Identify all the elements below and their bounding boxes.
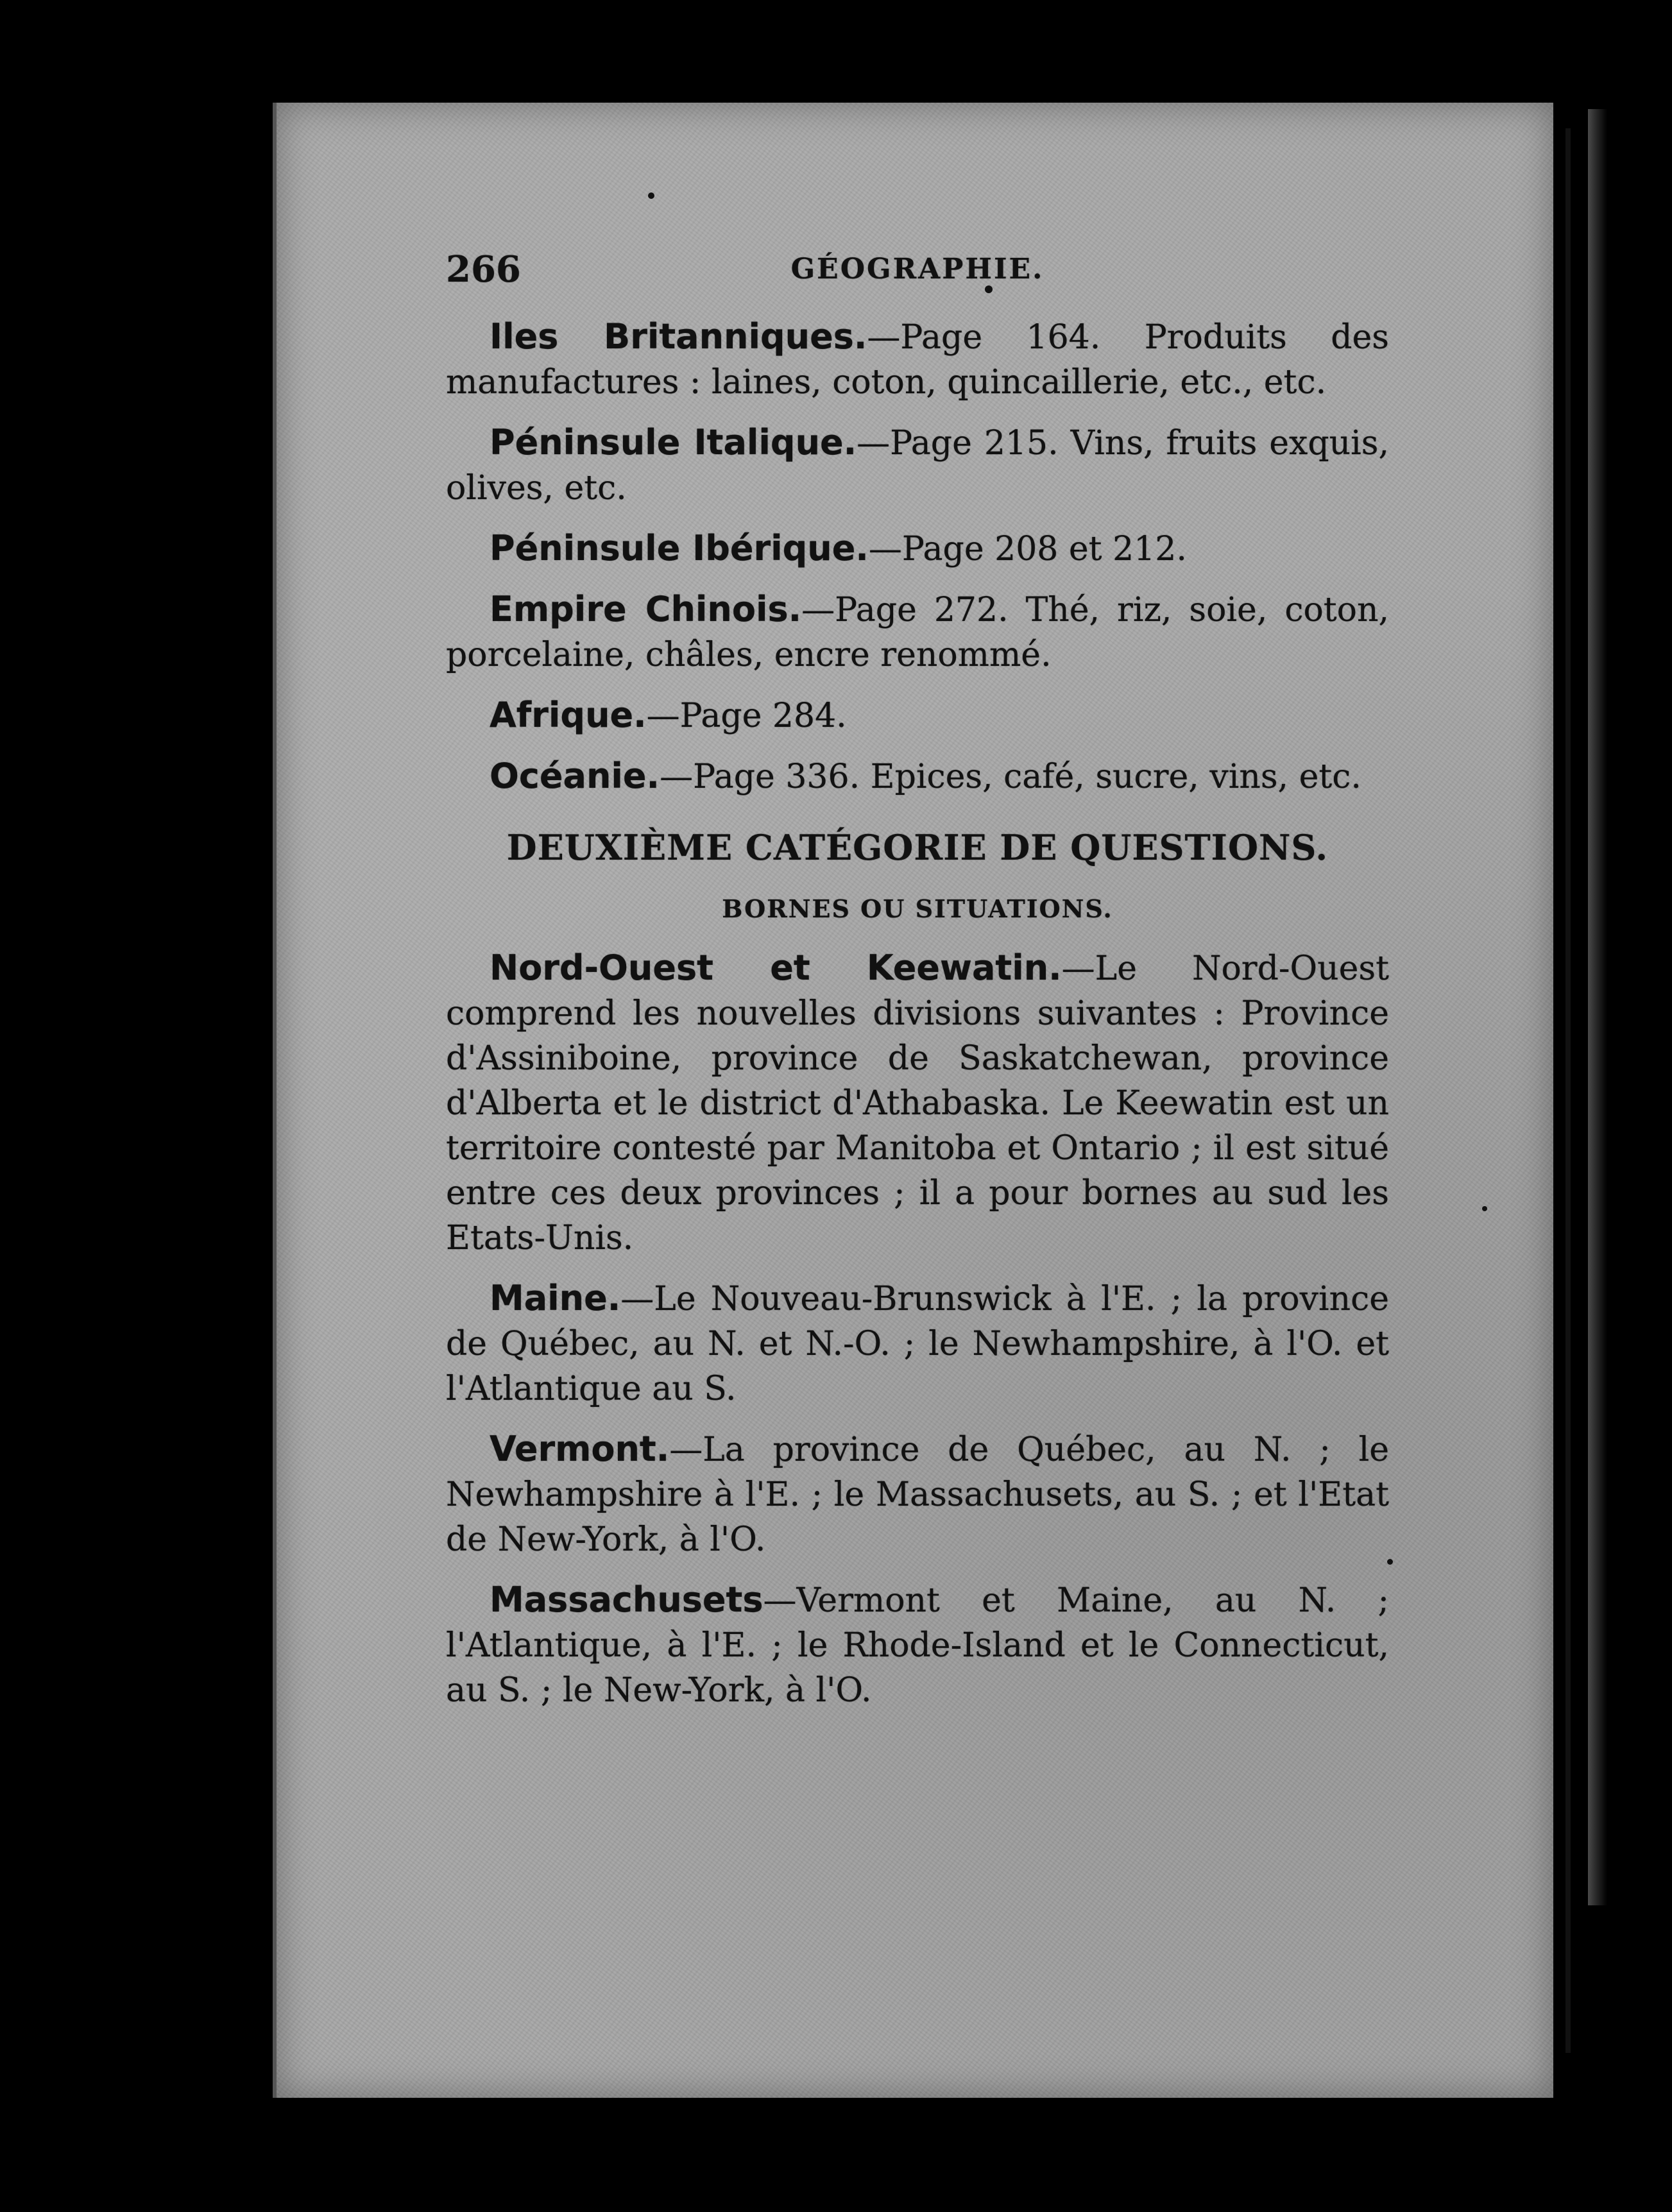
entry-oceanie [446, 754, 1389, 799]
entry-text: —Page 336. Epices, café, sucre, vins, etc. [660, 758, 1361, 796]
entry-afrique [446, 693, 1389, 738]
entry-text: —Le Nord-Ouest comprend les nouvelles divisions suivantes : Province d'Assiniboine, province de Saskatchewan, province d'Alberta et le district d'Athabaska. Le Keewatin est un territoire contesté par Manitoba et Ontario ; il est situé entre ces deux provinces ; il a pour bornes au sud les Etats-Unis. [446, 949, 1389, 1257]
running-title: GÉOGRAPHIE. [790, 253, 1045, 285]
entry-maine [446, 1276, 1389, 1411]
entry-name: Massachusets [490, 1579, 763, 1620]
entry-text: —Page 208 et 212. [868, 530, 1187, 568]
entry-name: Océanie. [490, 756, 660, 796]
entry-peninsule-italique [446, 420, 1389, 511]
page-edge-shadow [1565, 128, 1571, 2053]
entry-text: —Le Nouveau-Brunswick à l'E. ; la province de Québec, au N. et N.-O. ; le Newhampshire, à l'O. et l'Atlantique au S. [446, 1280, 1389, 1408]
adjacent-page-edge [1588, 109, 1672, 1905]
entry-text: —Page 215. Vins, fruits exquis, olives, etc. [446, 424, 1389, 507]
entry-text: —Page 284. [646, 697, 847, 735]
entry-text: —Vermont et Maine, au N. ; l'Atlantique, à l'E. ; le Rhode-Island et le Connecticut, au S. ; le New-York, à l'O. [446, 1581, 1389, 1710]
entry-peninsule-iberique [446, 526, 1389, 572]
entry-name: Péninsule Ibérique. [490, 528, 869, 568]
entry-iles-britanniques [446, 314, 1389, 405]
section-subtitle: BORNES OU SITUATIONS. [722, 894, 1113, 923]
entry-name: Maine. [490, 1278, 621, 1318]
section-title: DEUXIÈME CATÉGORIE DE QUESTIONS. [506, 827, 1329, 868]
ink-speck [648, 192, 654, 199]
entry-name: Empire Chinois. [490, 589, 802, 629]
entry-text: —La province de Québec, au N. ; le Newhampshire à l'E. ; le Massachusets, au S. ; et l'Etat de New-York, à l'O. [446, 1431, 1389, 1559]
entry-name: Vermont. [490, 1429, 670, 1469]
entry-vermont [446, 1427, 1389, 1562]
entry-massachusets [446, 1578, 1389, 1713]
entry-empire-chinois [446, 587, 1389, 677]
page-number: 266 [446, 248, 521, 291]
entry-name: Afrique. [490, 695, 647, 735]
entry-nord-ouest-keewatin [446, 946, 1389, 1261]
entry-text: —Page 272. Thé, riz, soie, coton, porcelaine, châles, encre renommé. [446, 591, 1389, 674]
entry-name: Nord-Ouest et Keewatin. [490, 948, 1062, 988]
entry-text: —Page 164. Produits des manufactures : laines, coton, quincaillerie, etc., etc. [446, 318, 1389, 402]
page-header [446, 247, 1389, 298]
entry-name: Iles Britanniques. [490, 316, 867, 357]
entry-name: Péninsule Italique. [490, 422, 857, 463]
ink-speck [1482, 1206, 1487, 1211]
page-text-block [446, 247, 1389, 1728]
